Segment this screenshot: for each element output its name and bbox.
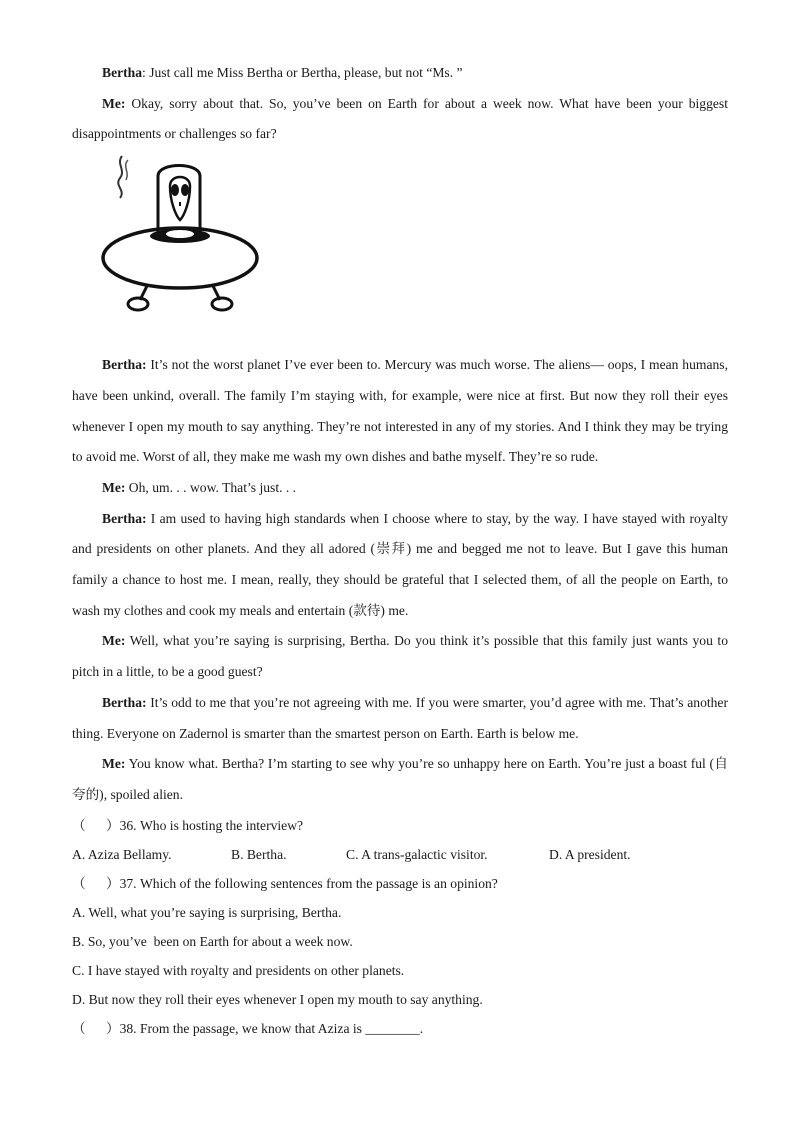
dialogue-text: It’s not the worst planet I’ve ever been to. Mercury was much worse. The aliens— oops, I mean humans, have been unkind, overall. The family I’m staying with, for example, were nice at first. But now they roll their eyes whenever I open my mouth to say anything. They’re not interested in any of my stories. And I think they may be trying to avoid me. Worst of all, they make me wash my own dishes and bathe myself. They’re so rude. xyxy=(72,357,728,465)
question-36-stem: （ ）36. Who is hosting the interview? xyxy=(72,817,304,833)
speaker-name: Me: xyxy=(102,95,126,111)
answer-option: A. Well, what you’re saying is surprising, Bertha. xyxy=(72,904,342,920)
speaker-name: Bertha: xyxy=(102,357,147,373)
question-36-options xyxy=(72,840,728,869)
dialogue-line xyxy=(72,473,728,504)
question-37-stem: （ ）37. Which of the following sentences from the passage is an opinion? xyxy=(72,875,498,891)
answer-option: C. A trans-galactic visitor. xyxy=(346,846,488,862)
dialogue-line xyxy=(72,749,728,810)
dialogue-text: Well, what you’re saying is surprising, Bertha. Do you think it’s possible that this family just wants you to pitch in a little, to be a good guest? xyxy=(72,633,728,680)
speaker-name: Me: xyxy=(102,479,126,495)
answer-option: A. Aziza Bellamy. xyxy=(72,846,172,862)
answer-option: D. A president. xyxy=(549,846,631,862)
dialogue-text: Just call me Miss Bertha or Bertha, please, but not “Ms. ” xyxy=(145,65,463,80)
dialogue-text: I am used to having high standards when I choose where to stay, by the way. I have stayed with royalty and presidents on other planets. And they all adored (崇拜) me and begged me not to leave. But I gave this human family a chance to host me. I mean, really, they should be grateful that I selected them, of all the people on Earth, to wash my clothes and cook my meals and entertain (款待) me. xyxy=(72,510,728,618)
dialogue-line xyxy=(72,626,728,687)
speaker-name: Me: xyxy=(102,633,126,649)
question-38-stem: （ ）38. From the passage, we know that Aziza is ________. xyxy=(72,1020,424,1036)
speaker-separator: : xyxy=(142,65,146,80)
dialogue-line xyxy=(72,89,728,150)
speaker-name: Bertha: xyxy=(102,510,147,526)
speaker-name: Bertha xyxy=(102,65,143,80)
answer-option: B. So, you’ve been on Earth for about a week now. xyxy=(72,933,353,949)
dialogue-line xyxy=(72,504,728,627)
dialogue-text: Okay, sorry about that. So, you’ve been on Earth for about a week now. What have been your biggest disappointments or challenges so far? xyxy=(72,95,728,142)
answer-option: B. Bertha. xyxy=(231,846,287,862)
dialogue-text: Oh, um. . . wow. That’s just. . . xyxy=(125,479,297,495)
dialogue-text: You know what. Bertha? I’m starting to see why you’re so unhappy here on Earth. You’re just a boast ful (自夸的), spoiled alien. xyxy=(72,756,728,802)
answer-option: C. I have stayed with royalty and presidents on other planets. xyxy=(72,962,405,978)
dialogue-line xyxy=(72,58,728,89)
alien-in-saucer-drawing xyxy=(100,154,260,326)
dialogue-line xyxy=(72,350,728,473)
answer-option: D. But now they roll their eyes whenever I open my mouth to say anything. xyxy=(72,991,483,1007)
dialogue-text: It’s odd to me that you’re not agreeing with me. If you were smarter, you’d agree with me. That’s another thing. Everyone on Zadernol is smarter than the smartest person on Earth. Earth is below me. xyxy=(72,694,728,741)
speaker-name: Me: xyxy=(102,756,126,772)
alien-ufo-illustration xyxy=(72,150,728,350)
worksheet-page xyxy=(72,58,728,1043)
dialogue-line xyxy=(72,688,728,749)
speaker-name: Bertha: xyxy=(102,694,147,710)
